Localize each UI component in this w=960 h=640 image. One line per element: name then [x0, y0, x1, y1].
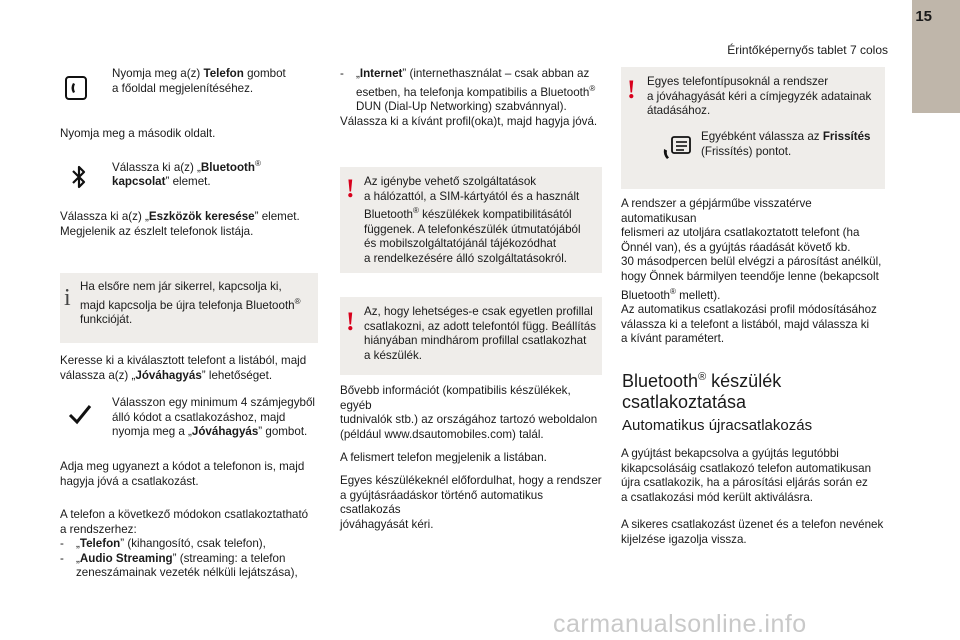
- col1-p4: Válassza ki a(z) „Eszközök keresése” elemet. Megjelenik az észlelt telefonok listája.: [60, 210, 300, 238]
- col3-p2: A gyújtást bekapcsolva a gyújtás legutóbbi kikapcsolásáig csatlakozó telefon automatikusan újra csatlakozik, ha a párosítási eljárás során ez a csatlakozási mód került aktiválásra.: [621, 447, 872, 504]
- info-box: [60, 273, 318, 343]
- col1-p7: Adja meg ugyanezt a kódot a telefonon is, majd hagyja jóvá a csatlakozást.: [60, 460, 305, 488]
- col3-p1: A rendszer a gépjárműbe visszatérve automatikusan felismeri az utoljára csatlakoztatott telefont (ha Önnél van), és a gyújtás ráadását követő kb. 30 másodpercen belül elvégzi a párosítást anélkül, hogy Önnek bármilyen teendője lenne (bekapcsolt Bluetooth® mellett). Az automatikus csatlakozási profil módosításához válassza ki a telefont a listából, majd válassza ki a kívánt paramétert.: [621, 197, 882, 346]
- warning-icon: !: [346, 307, 355, 336]
- phone-icon: [62, 74, 90, 102]
- col2-p4: Egyes készülékeknél előfordulhat, hogy a rendszer a gyújtásráadáskor történő automatikus csatlakozás jóváhagyását kéri.: [340, 474, 602, 531]
- col1-p5: Keresse ki a kiválasztott telefont a listából, majd válassza a(z) „Jóváhagyás” lehetőséget.: [60, 354, 307, 382]
- watermark: carmanualsonline.info: [553, 610, 807, 638]
- warning-text-3: Egyes telefontípusoknál a rendszer a jóváhagyását kéri a címjegyzék adatainak átadásához.: [647, 75, 872, 118]
- subsection-heading: Automatikus újracsatlakozás: [622, 417, 813, 434]
- warning-box-1: [340, 167, 602, 273]
- info-text: Ha elsőre nem jár sikerrel, kapcsolja ki, majd kapcsolja be újra telefonja Bluetooth® funkcióját.: [80, 280, 301, 327]
- bluetooth-icon: [65, 163, 93, 191]
- section-heading: Bluetooth® készülék csatlakoztatása: [622, 371, 782, 412]
- checkmark-icon: [66, 400, 94, 428]
- col1-p1: Nyomja meg a(z) Telefon gombot a főoldal megjelenítéséhez.: [112, 67, 286, 95]
- info-icon: i: [64, 285, 71, 311]
- col2-p2: Bővebb információt (kompatibilis készülékek, egyéb tudnivalók stb.) az országához tartozó weboldalon (például www.dsautomobiles.com) talál.: [340, 384, 598, 441]
- refresh-text: Egyébként válassza az Frissítés (Frissítés) pontot.: [701, 130, 871, 158]
- warning-icon: !: [627, 75, 636, 104]
- col3-p3: A sikeres csatlakozást üzenet és a telefon nevének kijelzése igazolja vissza.: [621, 518, 884, 546]
- warning-text-2: Az, hogy lehetséges-e csak egyetlen profillal csatlakozni, az adott telefontól függ. Beállítás hiányában mindhárom profillal csatlakozhat a készülék.: [364, 305, 597, 362]
- page-number: 15: [915, 8, 932, 25]
- warning-box-3: [621, 67, 885, 189]
- col2-list: - „Internet” (internethasználat – csak abban az esetben, ha telefonja kompatibilis a Bluetooth® DUN (Dial-Up Networking) szabvánnyal). Válassza ki a kívánt profil(oka)t, majd hagyja jóvá.: [340, 67, 598, 128]
- warning-icon: !: [346, 174, 355, 203]
- warning-box-2: [340, 297, 602, 375]
- warning-text-1: Az igénybe vehető szolgáltatások a hálózattól, a SIM-kártyától és a használt Bluetooth® készülékek kompatibilitásától függenek. A telefonkészülék útmutatójából és mobilszolgáltatójánál tájékozódhat a rendelkezésére álló szolgáltatásokról.: [364, 175, 581, 265]
- col1-p6: Válasszon egy minimum 4 számjegyből álló kódot a csatlakozáshoz, majd nyomja meg a „Jóváhagyás” gombot.: [112, 396, 315, 439]
- col1-p2: Nyomja meg a második oldalt.: [60, 127, 216, 140]
- refresh-contacts-icon: [659, 135, 695, 163]
- col2-p3: A felismert telefon megjelenik a listában.: [340, 451, 547, 464]
- section-title: Érintőképernyős tablet 7 colos: [727, 43, 888, 57]
- col1-p3: Válassza ki a(z) „Bluetooth® kapcsolat” elemet.: [112, 159, 261, 189]
- col1-p8: A telefon a következő módokon csatlakoztatható a rendszerhez: - „Telefon” (kihangosító, csak telefon), - „Audio Streaming” (streaming: a telefon zeneszámainak vezeték nélküli lejátszása),: [60, 508, 309, 580]
